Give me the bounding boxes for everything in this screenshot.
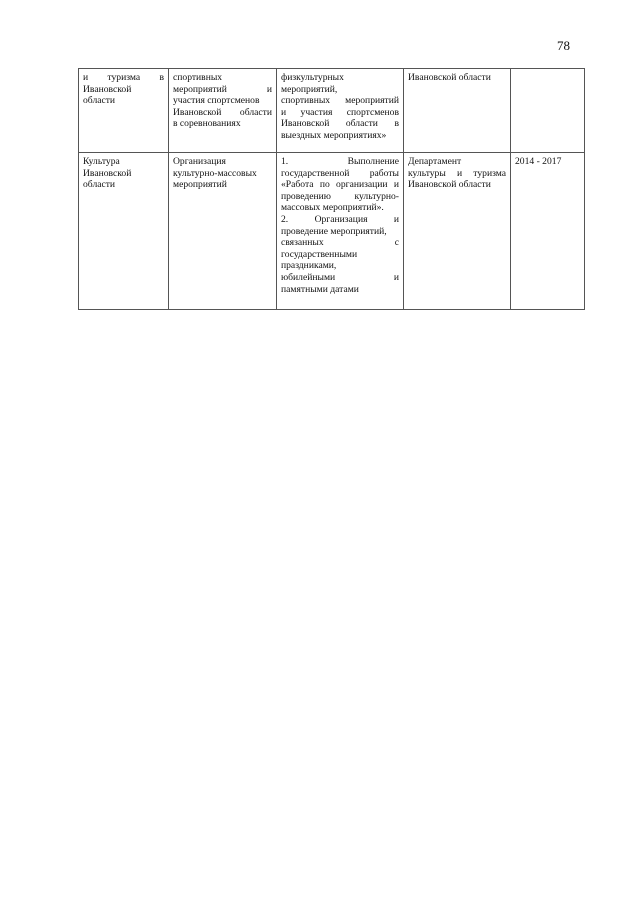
cell-line: 1. Выполнение — [281, 156, 399, 167]
cell-line: Ивановской области — [173, 106, 272, 118]
cell-executor — [404, 153, 511, 310]
cell-subprogram — [169, 69, 277, 153]
cell-line: государственной работы — [281, 167, 399, 179]
cell-activities — [277, 69, 404, 153]
cell-line: 2. Организация и — [281, 213, 399, 225]
cell-line: юбилейными и — [281, 271, 399, 283]
cell-line: культурно-массовых — [173, 167, 257, 179]
cell-program — [79, 153, 169, 310]
cell-program — [79, 69, 169, 153]
cell-line: Культура — [83, 156, 120, 167]
cell-period — [511, 153, 585, 310]
cell-subprogram — [169, 153, 277, 310]
cell-line: мероприятий — [173, 179, 227, 191]
cell-line: проведение мероприятий, — [281, 225, 387, 237]
cell-line: Ивановской области — [408, 72, 491, 83]
cell-executor — [404, 69, 511, 153]
cell-line: проведению культурно- — [281, 190, 399, 202]
cell-line: культуры и туризма — [408, 167, 506, 179]
cell-line: мероприятий, — [281, 83, 338, 95]
cell-line: Организация — [173, 156, 226, 167]
cell-line: спортивных мероприятий — [281, 95, 399, 107]
cell-line: праздниками, — [281, 260, 337, 272]
cell-line: «Работа по организации и — [281, 179, 399, 191]
table-row — [79, 153, 585, 310]
cell-line: 2014 - 2017 — [515, 156, 562, 167]
cell-line: Департамент — [408, 156, 462, 167]
cell-line: спортивных — [173, 72, 223, 83]
cell-line: выездных мероприятиях» — [281, 129, 387, 141]
cell-activities — [277, 153, 404, 310]
cell-line: памятными датами — [281, 283, 359, 295]
cell-line: и участия спортсменов — [281, 106, 399, 118]
cell-line: области — [83, 95, 116, 107]
cell-line: Ивановской области — [408, 179, 491, 191]
cell-line: связанных с — [281, 237, 399, 249]
program-table — [78, 68, 585, 310]
cell-line: Ивановской — [83, 83, 132, 95]
cell-period — [511, 69, 585, 153]
cell-line: физкультурных — [281, 72, 344, 83]
cell-line: мероприятий и — [173, 83, 272, 95]
cell-line: и туризма в — [83, 72, 164, 83]
cell-line: в соревнованиях — [173, 118, 241, 130]
cell-line: массовых мероприятий». — [281, 202, 384, 214]
page-number: 78 — [557, 38, 570, 53]
cell-line: Ивановской области в — [281, 118, 399, 130]
cell-line: области — [83, 179, 116, 191]
cell-line: Ивановской — [83, 167, 132, 179]
cell-line: государственными — [281, 248, 358, 260]
table-row — [79, 69, 585, 153]
cell-line: участия спортсменов — [173, 95, 260, 107]
